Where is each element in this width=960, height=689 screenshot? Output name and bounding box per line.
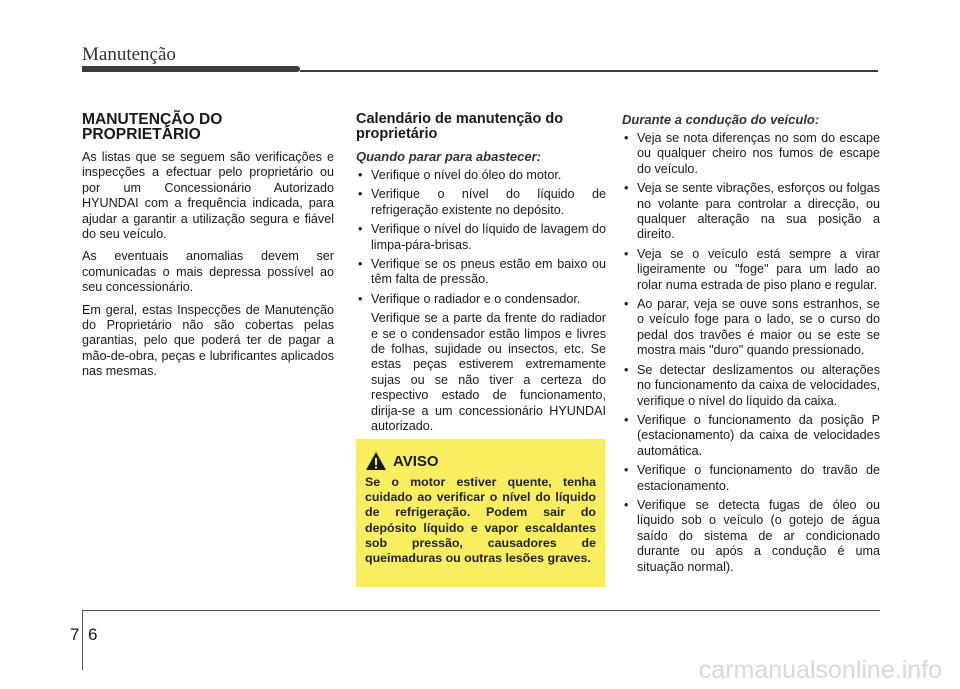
column-maintenance-schedule xyxy=(356,112,606,435)
list-item-detail: Verifique se a parte da frente do radiador e se o condensador estão limpos e livres de folhas, sujidade ou insectos, etc. Se estas peças estiverem extremamente sujas ou se não tiver a certeza do respectivo estado de funcionamento, dirija-se a um concessionário HYUNDAI autorizado. xyxy=(371,311,606,434)
warning-triangle-icon xyxy=(365,451,387,471)
column-owner-maintenance xyxy=(82,112,334,387)
list-item: • Veja se sente vibrações, esforços ou folgas no volante para controlar a direcção, ou qualquer alteração na sua posição a direito. xyxy=(622,181,880,243)
list-item: • Se detectar deslizamentos ou alterações no funcionamento da caixa de velocidades, verifique o nível do líquido da caixa. xyxy=(622,363,880,409)
footer-divider xyxy=(82,610,83,670)
header-rule-thick xyxy=(82,66,300,72)
checklist xyxy=(622,131,880,575)
watermark: carmanualsonline.info xyxy=(698,656,942,684)
warning-text: Se o motor estiver quente, tenha cuidado ao verificar o nível do líquido de refrigeração. Podem sair do depósito líquido e vapor escaldantes sob pressão, causadores de queimaduras ou outras lesões graves. xyxy=(365,475,596,566)
list-item: • Verifique se os pneus estão em baixo ou têm falta de pressão. xyxy=(356,257,606,288)
list-item: • Verifique o funcionamento da posição P (estacionamento) da caixa de velocidades automática. xyxy=(622,413,880,459)
list-item: • Ao parar, veja se ouve sons estranhos, se o veículo foge para o lado, se o curso do pedal dos travões é maior ou se este se mostra mais "duro" quando pressionado. xyxy=(622,297,880,359)
list-item: • Verifique o nível do líquido de refrigeração existente no depósito. xyxy=(356,187,606,218)
list-item: • Veja se o veículo está sempre a virar ligeiramente ou "foge" para um lado ao rolar numa estrada de piso plano e regular. xyxy=(622,247,880,293)
subheading: Durante a condução do veículo: xyxy=(622,112,820,127)
page-number: 6 xyxy=(88,625,98,644)
warning-header xyxy=(365,451,596,471)
paragraph: As listas que se seguem são verificações e inspecções a efectuar pelo proprietário ou por um Concessionário Autorizado HYUNDAI com a frequência indicada, para ajudar a garantir a utilização segura e fiável do seu veículo. xyxy=(82,150,334,242)
list-item: • Verifique se detecta fugas de óleo ou líquido sob o veículo (o gotejo de água saído do sistema de ar condicionado durante ou após a condução é uma situação normal). xyxy=(622,498,880,575)
warning-title: AVISO xyxy=(393,452,439,470)
warning-box xyxy=(356,439,605,587)
header-rule-thin xyxy=(300,70,878,72)
footer-rule xyxy=(82,610,880,611)
list-item: • Veja se nota diferenças no som do escape ou qualquer cheiro nos fumos de escape do veículo. xyxy=(622,131,880,177)
paragraph: Em geral, estas Inspecções de Manutenção do Proprietário não são cobertas pelas garantias, pelo que poderá ter de pagar a mão-de-obra, peças e lubrificantes aplicados nas mesmas. xyxy=(82,302,334,379)
paragraph: As eventuais anomalias devem ser comunicadas o mais depressa possível ao seu concessionário. xyxy=(82,249,334,295)
section-heading: Calendário de manutenção do proprietário xyxy=(356,111,564,142)
subheading: Quando parar para abastecer: xyxy=(356,149,541,164)
list-item: • Verifique o nível do líquido de lavagem do limpa-pára-brisas. xyxy=(356,222,606,253)
section-heading: MANUTENÇÃO DO PROPRIETÁRIO xyxy=(82,111,223,143)
list-item: • Verifique o nível do óleo do motor. xyxy=(356,168,606,183)
page-header-title: Manutenção xyxy=(82,44,176,65)
list-item: • Verifique o radiador e o condensador. xyxy=(356,292,606,307)
list-item: • Verifique o funcionamento do travão de estacionamento. xyxy=(622,463,880,494)
chapter-number: 7 xyxy=(70,625,80,644)
column-while-driving xyxy=(622,111,880,579)
checklist xyxy=(356,168,606,307)
